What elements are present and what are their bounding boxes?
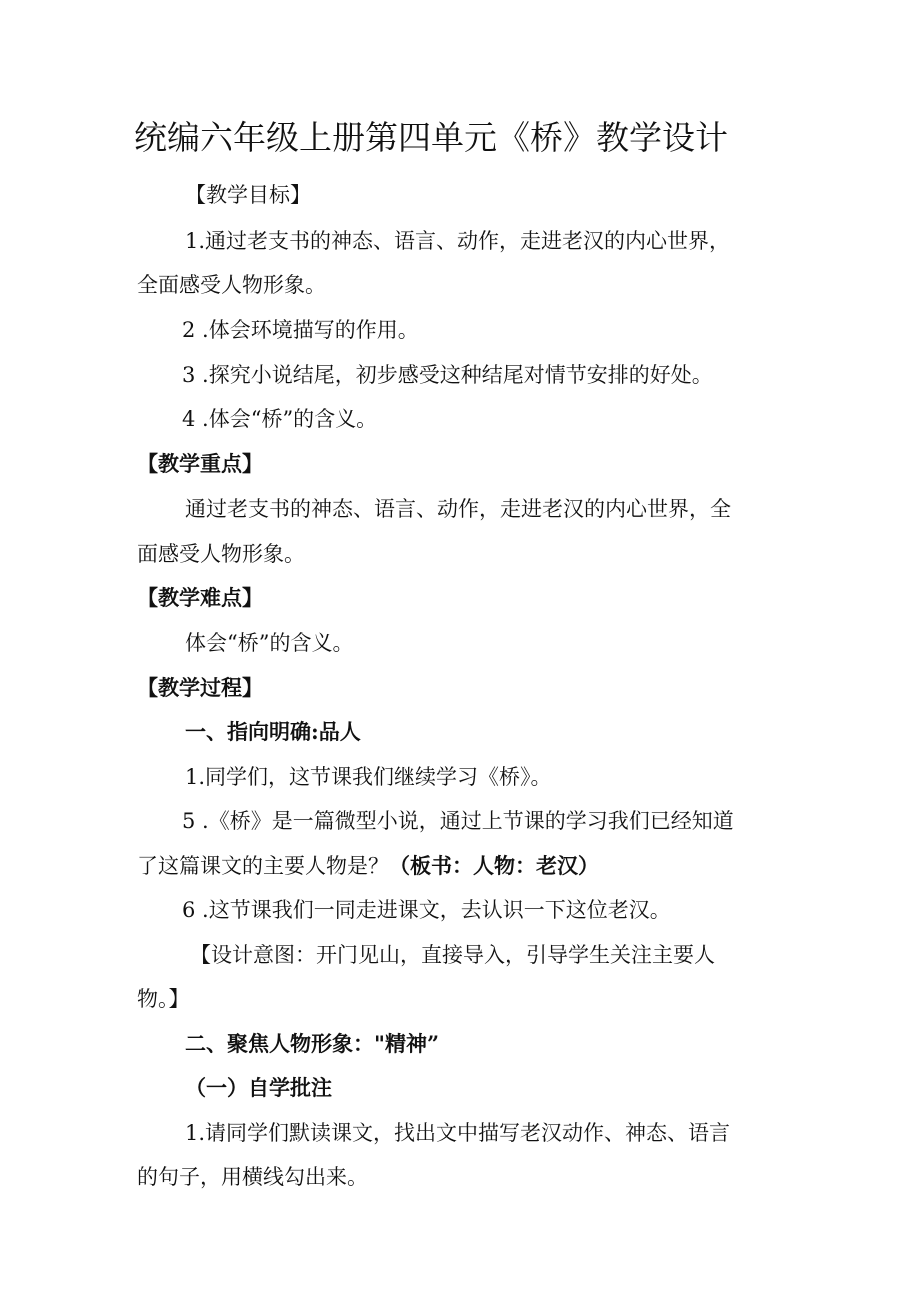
board-note: （板书：人物：老汉） [389, 853, 599, 878]
document-title: 统编六年级上册第四单元《桥》教学设计 [134, 118, 728, 157]
objective-4: 4 .体会“桥”的含义。 [182, 407, 378, 431]
objective-3: 3 .探究小说结尾，初步感受这种结尾对情节安排的好处。 [182, 363, 713, 387]
subsection-1-item-1-line-1: 1.请同学们默读课文，找出文中描写老汉动作、神态、语言 [185, 1121, 731, 1145]
key-points-line-1: 通过老支书的神态、语言、动作，走进老汉的内心世界，全 [185, 497, 731, 521]
key-points-heading: 【教学重点】 [137, 451, 263, 476]
section-1-item-3: 6 .这节课我们一同走进课文，去认识一下这位老汉。 [182, 898, 671, 922]
objective-1-line-2: 全面感受人物形象。 [137, 273, 326, 297]
section-2-heading: 二、聚焦人物形象："精神” [185, 1031, 440, 1056]
objective-1-line-1: 1.通过老支书的神态、语言、动作，走进老汉的内心世界， [185, 229, 731, 253]
section-1-item-1: 1.同学们，这节课我们继续学习《桥》。 [185, 765, 552, 789]
design-intent-line-1: 【设计意图：开门见山，直接导入，引导学生关注主要人 [190, 943, 715, 967]
subsection-1-item-1-line-2: 的句子，用横线勾出来。 [137, 1165, 368, 1189]
section-1-heading: 一、指向明确:品人 [185, 719, 361, 744]
objectives-heading: 【教学目标】 [185, 183, 311, 207]
difficulty-heading: 【教学难点】 [137, 585, 263, 610]
key-points-line-2: 面感受人物形象。 [137, 542, 305, 566]
objective-2: 2 .体会环境描写的作用。 [182, 318, 419, 342]
difficulty-text: 体会“桥”的含义。 [185, 631, 354, 655]
section-1-item-2-line-2 [137, 851, 599, 881]
process-heading: 【教学过程】 [137, 675, 263, 700]
section-1-item-2-line-1: 5 .《桥》是一篇微型小说，通过上节课的学习我们已经知道 [182, 809, 734, 833]
section-1-item-2-text: 了这篇课文的主要人物是？ [137, 854, 389, 878]
design-intent-line-2: 物。】 [137, 987, 190, 1011]
subsection-1-heading: （一）自学批注 [185, 1075, 332, 1100]
